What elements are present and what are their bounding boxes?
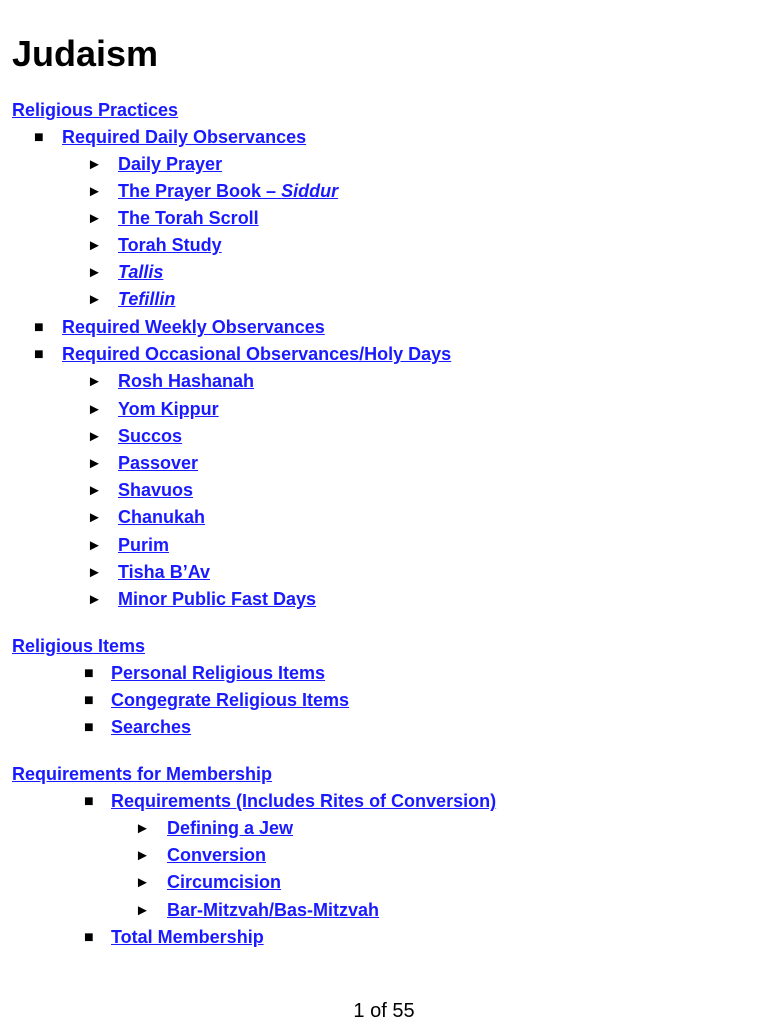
sublist-item-link[interactable] bbox=[118, 289, 175, 309]
sublist-item-tallis[interactable] bbox=[118, 259, 163, 286]
arrow-bullet-icon: ► bbox=[87, 264, 102, 281]
list-item-required-occasional-observances[interactable] bbox=[62, 341, 451, 368]
section-link[interactable]: Religious Items bbox=[12, 636, 146, 656]
list-item-link[interactable]: Required Weekly Observances bbox=[62, 317, 325, 337]
square-bullet-icon: ■ bbox=[34, 319, 44, 336]
sublist-item-link[interactable]: Purim bbox=[118, 535, 170, 555]
sublist-item-link[interactable] bbox=[118, 181, 338, 201]
arrow-bullet-icon: ► bbox=[87, 564, 102, 581]
arrow-bullet-icon: ► bbox=[87, 210, 102, 227]
link-text-italic: Tallis bbox=[118, 262, 164, 282]
arrow-bullet-icon: ► bbox=[87, 591, 102, 608]
section-heading-requirements-for-membership[interactable] bbox=[12, 761, 272, 788]
sublist-item-link[interactable]: Daily Prayer bbox=[118, 154, 223, 174]
sublist-item-tefillin[interactable] bbox=[118, 286, 175, 313]
arrow-bullet-icon: ► bbox=[135, 902, 150, 919]
arrow-bullet-icon: ► bbox=[87, 509, 102, 526]
list-item-requirements[interactable] bbox=[111, 788, 496, 815]
sublist-item-link[interactable]: Chanukah bbox=[118, 507, 206, 527]
section-heading-religious-practices[interactable] bbox=[12, 97, 178, 124]
square-bullet-icon: ■ bbox=[84, 929, 94, 946]
section-link[interactable]: Requirements for Membership bbox=[12, 764, 273, 784]
arrow-bullet-icon: ► bbox=[87, 237, 102, 254]
arrow-bullet-icon: ► bbox=[87, 455, 102, 472]
sublist-item-link[interactable]: Minor Public Fast Days bbox=[118, 589, 317, 609]
sublist-item-minor-public-fast-days[interactable] bbox=[118, 586, 316, 613]
list-item-congegrate-religious-items[interactable] bbox=[111, 687, 349, 714]
square-bullet-icon: ■ bbox=[84, 665, 94, 682]
square-bullet-icon: ■ bbox=[84, 719, 94, 736]
sublist-item-succos[interactable] bbox=[118, 423, 182, 450]
sublist-item-torah-study[interactable] bbox=[118, 232, 222, 259]
sublist-item-link[interactable] bbox=[118, 262, 163, 282]
list-item-required-weekly-observances[interactable] bbox=[62, 314, 325, 341]
section-heading-religious-items[interactable] bbox=[12, 633, 145, 660]
sublist-item-daily-prayer[interactable] bbox=[118, 151, 222, 178]
page-number: 1 of 55 bbox=[353, 1000, 415, 1022]
arrow-bullet-icon: ► bbox=[135, 874, 150, 891]
sublist-item-bar-mitzvah[interactable] bbox=[167, 897, 379, 924]
sublist-item-passover[interactable] bbox=[118, 450, 198, 477]
arrow-bullet-icon: ► bbox=[87, 428, 102, 445]
arrow-bullet-icon: ► bbox=[87, 156, 102, 173]
list-item-link[interactable]: Personal Religious Items bbox=[111, 663, 326, 683]
square-bullet-icon: ■ bbox=[34, 129, 44, 146]
sublist-item-link[interactable]: Defining a Jew bbox=[167, 818, 294, 838]
list-item-link[interactable]: Searches bbox=[111, 717, 192, 737]
page-title: Judaism bbox=[12, 33, 159, 74]
arrow-bullet-icon: ► bbox=[87, 482, 102, 499]
sublist-item-torah-scroll[interactable] bbox=[118, 205, 259, 232]
list-item-link[interactable]: Total Membership bbox=[111, 927, 264, 947]
square-bullet-icon: ■ bbox=[84, 793, 94, 810]
sublist-item-link[interactable]: Rosh Hashanah bbox=[118, 371, 255, 391]
link-text-italic: Tefillin bbox=[118, 289, 176, 309]
sublist-item-rosh-hashanah[interactable] bbox=[118, 368, 254, 395]
arrow-bullet-icon: ► bbox=[87, 183, 102, 200]
sublist-item-circumcision[interactable] bbox=[167, 869, 281, 896]
sublist-item-defining-a-jew[interactable] bbox=[167, 815, 293, 842]
sublist-item-link[interactable]: Conversion bbox=[167, 845, 267, 865]
square-bullet-icon: ■ bbox=[84, 692, 94, 709]
sublist-item-link[interactable]: Circumcision bbox=[167, 872, 282, 892]
list-item-personal-religious-items[interactable] bbox=[111, 660, 325, 687]
section-link[interactable]: Religious Practices bbox=[12, 100, 179, 120]
list-item-link[interactable]: Required Daily Observances bbox=[62, 127, 307, 147]
sublist-item-link[interactable]: Tisha B’Av bbox=[118, 562, 211, 582]
arrow-bullet-icon: ► bbox=[87, 291, 102, 308]
link-text-italic: Siddur bbox=[281, 181, 339, 201]
sublist-item-conversion[interactable] bbox=[167, 842, 266, 869]
sublist-item-purim[interactable] bbox=[118, 532, 169, 559]
sublist-item-chanukah[interactable] bbox=[118, 504, 205, 531]
arrow-bullet-icon: ► bbox=[87, 373, 102, 390]
sublist-item-link[interactable]: Passover bbox=[118, 453, 199, 473]
sublist-item-link[interactable]: Torah Study bbox=[118, 235, 222, 255]
arrow-bullet-icon: ► bbox=[87, 401, 102, 418]
sublist-item-link[interactable]: The Torah Scroll bbox=[118, 208, 259, 228]
sublist-item-link[interactable]: Shavuos bbox=[118, 480, 194, 500]
sublist-item-link[interactable]: Succos bbox=[118, 426, 183, 446]
list-item-link[interactable]: Congegrate Religious Items bbox=[111, 690, 350, 710]
list-item-total-membership[interactable] bbox=[111, 924, 264, 951]
sublist-item-prayer-book[interactable] bbox=[118, 178, 338, 205]
square-bullet-icon: ■ bbox=[34, 346, 44, 363]
link-text: The Prayer Book – bbox=[118, 181, 282, 201]
sublist-item-tisha-bav[interactable] bbox=[118, 559, 210, 586]
arrow-bullet-icon: ► bbox=[87, 537, 102, 554]
arrow-bullet-icon: ► bbox=[135, 847, 150, 864]
sublist-item-shavuos[interactable] bbox=[118, 477, 193, 504]
list-item-link[interactable]: Required Occasional Observances/Holy Days bbox=[62, 344, 452, 364]
sublist-item-yom-kippur[interactable] bbox=[118, 396, 219, 423]
list-item-link[interactable]: Requirements (Includes Rites of Conversion) bbox=[111, 791, 497, 811]
sublist-item-link[interactable]: Bar-Mitzvah/Bas-Mitzvah bbox=[167, 900, 380, 920]
sublist-item-link[interactable]: Yom Kippur bbox=[118, 399, 219, 419]
list-item-required-daily-observances[interactable] bbox=[62, 124, 306, 151]
list-item-searches[interactable] bbox=[111, 714, 191, 741]
arrow-bullet-icon: ► bbox=[135, 820, 150, 837]
